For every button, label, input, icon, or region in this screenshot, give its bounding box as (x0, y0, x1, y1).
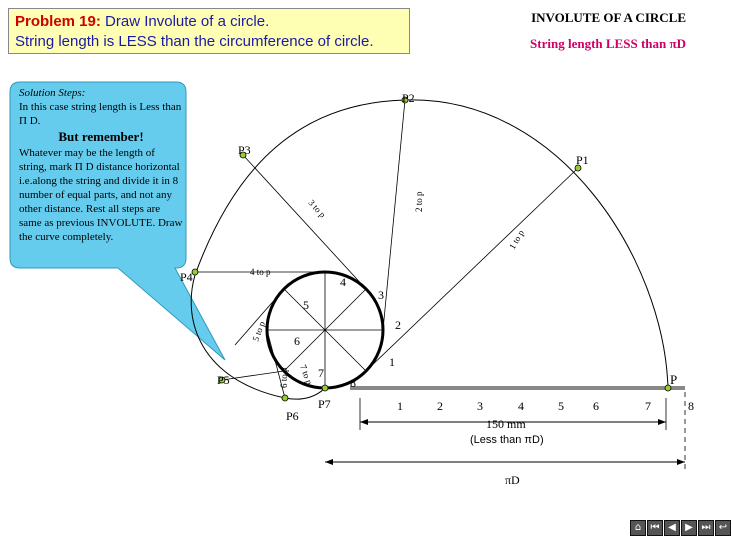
label-p1: P1 (576, 153, 589, 167)
diagram-title: INVOLUTE OF A CIRCLE (531, 10, 686, 25)
tangent-label: 6 to p (279, 367, 289, 388)
steps-remember: But remember! (58, 129, 144, 144)
point-marker (322, 385, 328, 391)
tangent-label: 3 to p (306, 197, 328, 220)
circle-number: 6 (294, 334, 300, 348)
line-number: 6 (593, 399, 599, 413)
return-icon[interactable]: ↩ (715, 520, 731, 536)
line-number: 3 (477, 399, 483, 413)
circle-number: 8 (350, 376, 356, 390)
tangent-line (366, 168, 578, 371)
label-p: P (670, 372, 678, 387)
tangent-label: 2 to p (414, 191, 424, 212)
involute-curve (191, 100, 668, 399)
problem-text: Draw Involute of a circle. (105, 13, 270, 30)
point-marker (282, 395, 288, 401)
circle-number: 4 (340, 275, 346, 289)
label-p4: P4 (180, 270, 193, 284)
tangent-label: 7 to p (298, 363, 315, 386)
line-number: 5 (558, 399, 564, 413)
circle-number: 7 (318, 366, 324, 380)
circle-number: 3 (378, 288, 384, 302)
tangent-line (383, 100, 405, 330)
dim-arrow (325, 459, 333, 465)
tangent-line (222, 371, 284, 380)
circle-number: 2 (395, 318, 401, 332)
label-p7: P7 (318, 397, 331, 411)
label-p5: P5 (217, 373, 230, 387)
line-number: 1 (397, 399, 403, 413)
problem-line2: String length is LESS than the circumference of circle. (15, 33, 374, 50)
label-p6: P6 (286, 409, 299, 423)
dim-150-label: 150 mm (486, 417, 526, 431)
circle-number: 1 (389, 355, 395, 369)
point-marker (192, 269, 198, 275)
last-icon[interactable]: ⏭ (698, 520, 714, 536)
prev-icon[interactable]: ◀ (664, 520, 680, 536)
dim-arrow (658, 419, 666, 425)
label-p3: P3 (238, 143, 251, 157)
diagram-subtitle: String length LESS than πD (530, 36, 686, 51)
tangent-label: 5 to p (250, 319, 267, 343)
dim-arrow (360, 419, 368, 425)
steps-heading: Solution Steps: (19, 87, 86, 99)
steps-body: Whatever may be the length of string, mark Π D distance horizontal i.e.along the string and divide it in 8 number of equal parts, and not any other distance. Rest all steps are same as previous INVOLUTE. Draw the curve completely. (19, 147, 183, 243)
label-p2: P2 (402, 91, 415, 105)
problem-label: Problem 19: (15, 13, 101, 30)
tangent-label: 4 to p (250, 267, 271, 277)
next-icon[interactable]: ▶ (681, 520, 697, 536)
dim-arrow (677, 459, 685, 465)
steps-intro: In this case string length is Less than Π D. (19, 101, 182, 127)
line-number: 4 (518, 399, 524, 413)
tangent-label: 1 to p (507, 228, 526, 251)
circle-number: 5 (303, 298, 309, 312)
dim-pid-label: πD (505, 473, 520, 487)
solution-steps (19, 86, 183, 244)
slide-nav (630, 520, 732, 536)
dim-150-note: (Less than πD) (470, 434, 544, 446)
line-number: 7 (645, 399, 651, 413)
home-icon[interactable]: ⌂ (630, 520, 646, 536)
first-icon[interactable]: ⏮ (647, 520, 663, 536)
line-number: 8 (688, 399, 694, 413)
line-number: 2 (437, 399, 443, 413)
